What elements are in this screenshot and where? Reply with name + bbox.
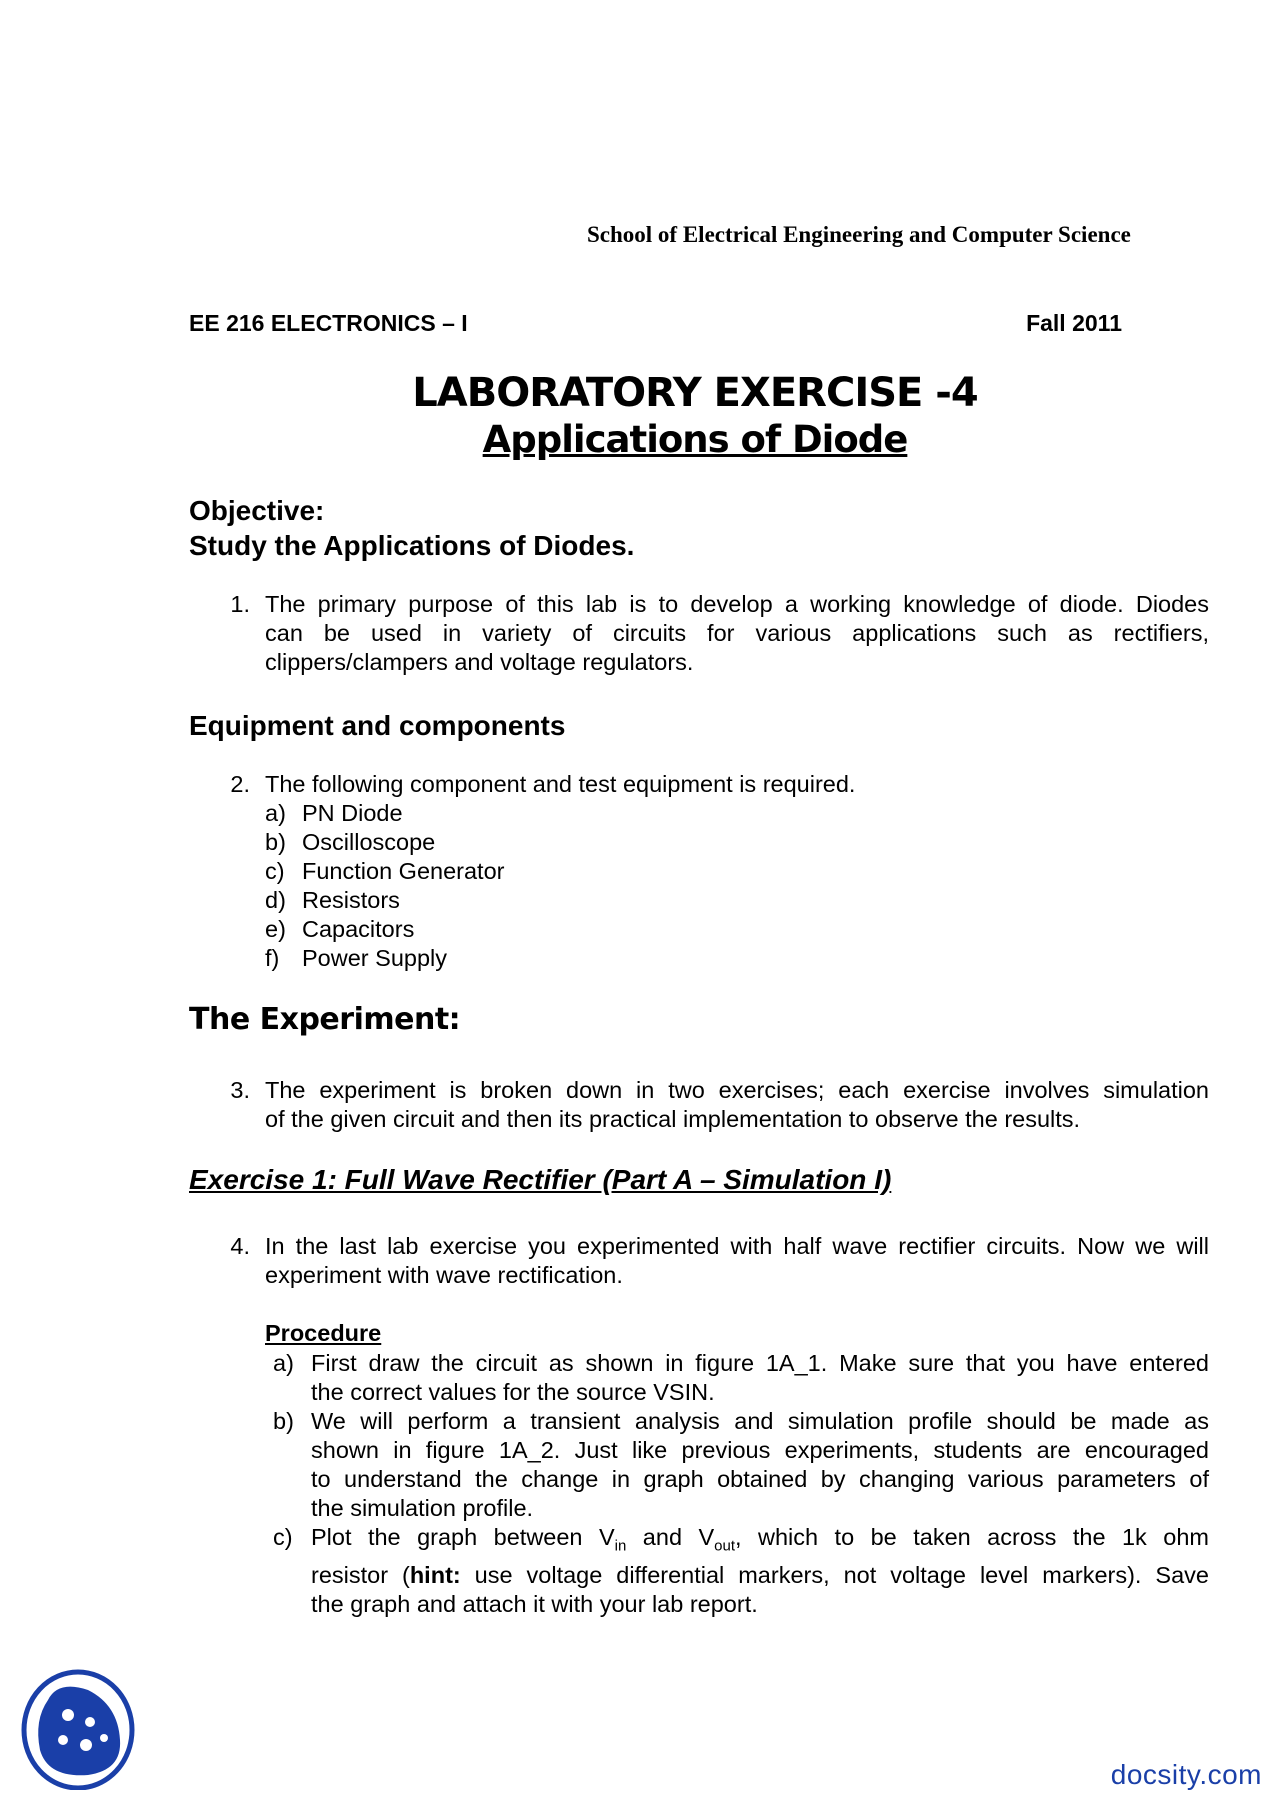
text-line: clippers/clampers and voltage regulators. xyxy=(265,649,694,675)
item-number: 3. xyxy=(230,1077,250,1103)
text-line: the correct values for the source VSIN. xyxy=(311,1379,715,1405)
item-number: 2. xyxy=(230,771,250,797)
text-line: the simulation profile. xyxy=(311,1495,534,1521)
list-item: f) Power Supply xyxy=(265,945,447,971)
list-item: c) Function Generator xyxy=(265,858,505,884)
experiment-heading: The Experiment: xyxy=(189,1002,461,1037)
text-line: Plot the graph between $V_{in}$ and $V_{out}$, which to be taken across the 1k ohm xyxy=(311,1524,1209,1555)
objective-heading: Objective: xyxy=(189,495,325,526)
docsity-logo-icon xyxy=(18,1660,138,1790)
text-line: the graph and attach it with your lab report. xyxy=(311,1590,758,1617)
school-name: School of Electrical Engineering and Computer Science xyxy=(587,222,1131,247)
footer-brand[interactable]: docsity.com xyxy=(1110,1759,1262,1790)
item-number: 4. xyxy=(230,1233,250,1259)
text-line: resistor (hint: use voltage differential markers, not voltage level markers). Save xyxy=(311,1561,1209,1588)
list-item: e) Capacitors xyxy=(265,916,415,942)
text-line: First draw the circuit as shown in figure 1A_1. Make sure that you have entered xyxy=(311,1350,1209,1376)
text-line: shown in figure 1A_2. Just like previous experiments, students are encouraged xyxy=(311,1437,1209,1463)
text-line: In the last lab exercise you experimented with half wave rectifier circuits. Now we will xyxy=(265,1233,1209,1259)
equipment-list xyxy=(265,799,504,973)
text-line: of the given circuit and then its practical implementation to observe the results. xyxy=(265,1106,1081,1132)
text-line: to understand the change in graph obtained by changing various parameters of xyxy=(311,1466,1209,1492)
item-number: 1. xyxy=(230,591,250,617)
list-item: d) Resistors xyxy=(265,887,400,913)
page-subtitle: Applications of Diode xyxy=(482,418,908,461)
exercise1-heading: Exercise 1: Full Wave Rectifier (Part A – Simulation I) xyxy=(189,1164,892,1195)
text-line: The primary purpose of this lab is to develop a working knowledge of diode. Diodes xyxy=(265,591,1209,617)
equipment-heading: Equipment and components xyxy=(189,710,566,741)
step-marker: c) xyxy=(273,1524,293,1550)
list-item: a) PN Diode xyxy=(265,800,403,826)
term: Fall 2011 xyxy=(1026,310,1122,336)
page-title: LABORATORY EXERCISE -4 xyxy=(412,370,978,416)
equipment-intro: The following component and test equipment is required. xyxy=(265,771,856,797)
text-line: can be used in variety of circuits for various applications such as rectifiers, xyxy=(265,620,1209,646)
procedure-label: Procedure xyxy=(265,1320,382,1346)
text-line: We will perform a transient analysis and simulation profile should be made as xyxy=(311,1408,1209,1434)
objective-subheading: Study the Applications of Diodes. xyxy=(189,530,635,561)
text-line: experiment with wave rectification. xyxy=(265,1262,623,1288)
step-marker: b) xyxy=(273,1408,294,1434)
list-item: b) Oscilloscope xyxy=(265,829,436,855)
text-line: The experiment is broken down in two exercises; each exercise involves simulation xyxy=(265,1077,1209,1103)
course-code: EE 216 ELECTRONICS – I xyxy=(189,310,468,336)
step-marker: a) xyxy=(273,1350,294,1376)
